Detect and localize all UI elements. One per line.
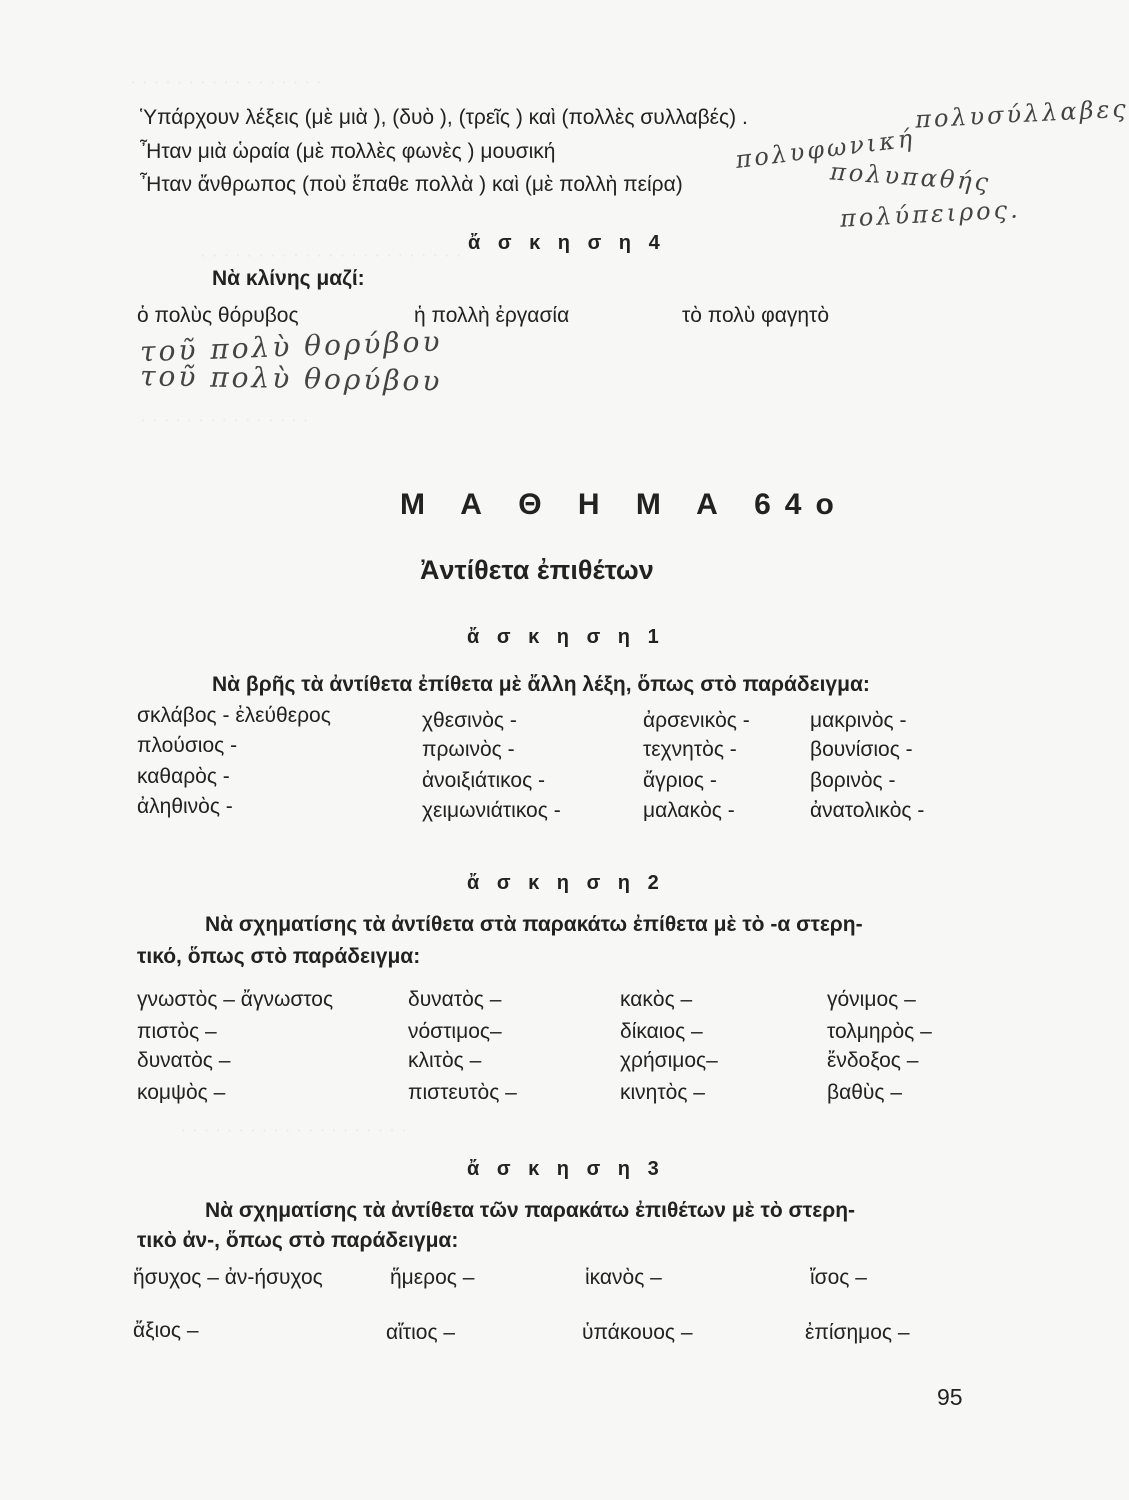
exercise-4-heading: ἄ σ κ η σ η 4 xyxy=(468,232,666,254)
exercise-2-heading: ἄ σ κ η σ η 2 xyxy=(467,872,665,894)
exercise-2-word: δυνατὸς – xyxy=(137,1049,231,1072)
exercise-4-item-2: ἡ πολλὴ ἐργασία xyxy=(414,304,570,327)
exercise-1-word: πλούσιος - xyxy=(137,734,238,757)
exercise-1-word: χθεσινὸς - xyxy=(422,709,517,732)
exercise-3-heading: ἄ σ κ η σ η 3 xyxy=(467,1158,665,1180)
exercise-1-word: ἄγριος - xyxy=(643,769,717,792)
exercise-1-word: μακρινὸς - xyxy=(810,709,907,732)
exercise-3-word: αἴτιος – xyxy=(386,1321,456,1344)
exercise-1-instruction: Νὰ βρῆς τὰ ἀντίθετα ἐπίθετα μὲ ἄλλη λέξη, ὅπως στὸ παράδειγμα: xyxy=(212,673,870,696)
intro-line-3: Ἦταν ἄνθρωπος (ποὺ ἔπαθε πολλὰ ) καὶ (μὲ πολλὴ πείρα) xyxy=(140,173,683,196)
exercise-1-word: σκλάβος - ἐλεύθερος xyxy=(137,704,331,727)
exercise-2-word: κινητὸς – xyxy=(620,1081,705,1104)
page-number: 95 xyxy=(937,1384,963,1410)
exercise-3-word: ἥμερος – xyxy=(390,1266,475,1289)
exercise-4-item-1: ὁ πολὺς θόρυβος xyxy=(137,304,299,327)
exercise-1-word: χειμωνιάτικος - xyxy=(422,799,561,822)
exercise-2-instruction-line-1: Νὰ σχηματίσης τὰ ἀντίθετα στὰ παρακάτω ἐπίθετα μὲ τὸ -α στερη- xyxy=(205,913,863,936)
exercise-3-word: ἴσος – xyxy=(810,1266,867,1289)
exercise-3-instruction-line-2: τικὸ ἀν-, ὅπως στὸ παράδειγμα: xyxy=(137,1229,459,1252)
exercise-2-word: γόνιμος – xyxy=(827,988,916,1011)
exercise-1-word: τεχνητὸς - xyxy=(643,738,737,761)
exercise-2-word: κακὸς – xyxy=(620,988,693,1011)
exercise-2-word: δίκαιος – xyxy=(620,1020,703,1043)
handwritten-declension-2: τοῦ πολὺ θορύβου xyxy=(139,359,443,398)
handwritten-answer-polyfoniki: πολυφωνική xyxy=(733,124,917,174)
handwritten-answer-polypeiros: πολύπειρος. xyxy=(839,195,1022,233)
exercise-3-word: ὑπάκουος – xyxy=(582,1321,693,1344)
exercise-1-word: ἀνατολικὸς - xyxy=(810,799,925,822)
exercise-1-word: καθαρὸς - xyxy=(137,765,230,788)
intro-line-2: Ἦταν μιὰ ὡραία (μὲ πολλὲς φωνὲς ) μουσική xyxy=(140,140,556,163)
lesson-subtitle: Ἀντίθετα ἐπιθέτων xyxy=(420,555,654,585)
exercise-4-item-3: τὸ πολὺ φαγητὸ xyxy=(682,304,830,327)
exercise-3-word: ἄξιος – xyxy=(133,1319,199,1342)
exercise-1-word: πρωινὸς - xyxy=(422,738,515,761)
exercise-3-word: ἥσυχος – ἀν-ήσυχος xyxy=(133,1266,323,1289)
handwritten-declension-1: τοῦ πολὺ θορύβου xyxy=(139,324,443,369)
exercise-3-instruction-line-1: Νὰ σχηματίσης τὰ ἀντίθετα τῶν παρακάτω ἐπιθέτων μὲ τὸ στερη- xyxy=(205,1199,856,1222)
exercise-1-word: βουνίσιος - xyxy=(810,738,913,761)
handwritten-answer-polysyllabes: πολυσύλλαβες xyxy=(914,94,1129,134)
exercise-1-word: ἀληθινὸς - xyxy=(137,795,233,818)
exercise-1-word: ἀνοιξιάτικος - xyxy=(422,769,546,792)
exercise-2-word: νόστιμος– xyxy=(408,1020,502,1043)
exercise-1-heading: ἄ σ κ η σ η 1 xyxy=(467,626,665,648)
exercise-2-word: κομψὸς – xyxy=(137,1081,226,1104)
exercise-2-word: βαθὺς – xyxy=(827,1081,903,1104)
lesson-title: Μ Α Θ Η Μ Α 64ο xyxy=(400,488,848,521)
exercise-1-word: μαλακὸς - xyxy=(643,799,735,822)
exercise-2-word: χρήσιμος– xyxy=(620,1049,718,1072)
exercise-1-word: βορινὸς - xyxy=(810,769,896,792)
exercise-2-word: πιστευτὸς – xyxy=(408,1081,517,1104)
exercise-2-word: τολμηρὸς – xyxy=(827,1020,932,1043)
exercise-2-word: ἔνδοξος – xyxy=(827,1049,919,1072)
handwritten-answer-polypathis: πολυπαθής xyxy=(829,157,993,197)
exercise-1-word: ἀρσενικὸς - xyxy=(643,709,750,732)
exercise-2-word: γνωστὸς – ἄγνωστος xyxy=(137,988,334,1011)
intro-line-1: Ὑπάρχουν λέξεις (μὲ μιὰ ), (δυὸ ), (τρεῖς ) καὶ (πολλὲς συλλαβές) . xyxy=(140,106,748,129)
exercise-2-word: δυνατὸς – xyxy=(408,988,502,1011)
exercise-2-word: πιστὸς – xyxy=(137,1020,217,1043)
exercise-2-word: κλιτὸς – xyxy=(408,1049,482,1072)
exercise-3-word: ἱκανὸς – xyxy=(585,1266,662,1289)
exercise-3-word: ἐπίσημος – xyxy=(805,1321,910,1344)
exercise-4-instruction: Νὰ κλίνης μαζί: xyxy=(212,267,365,290)
exercise-2-instruction-line-2: τικό, ὅπως στὸ παράδειγμα: xyxy=(137,945,421,968)
